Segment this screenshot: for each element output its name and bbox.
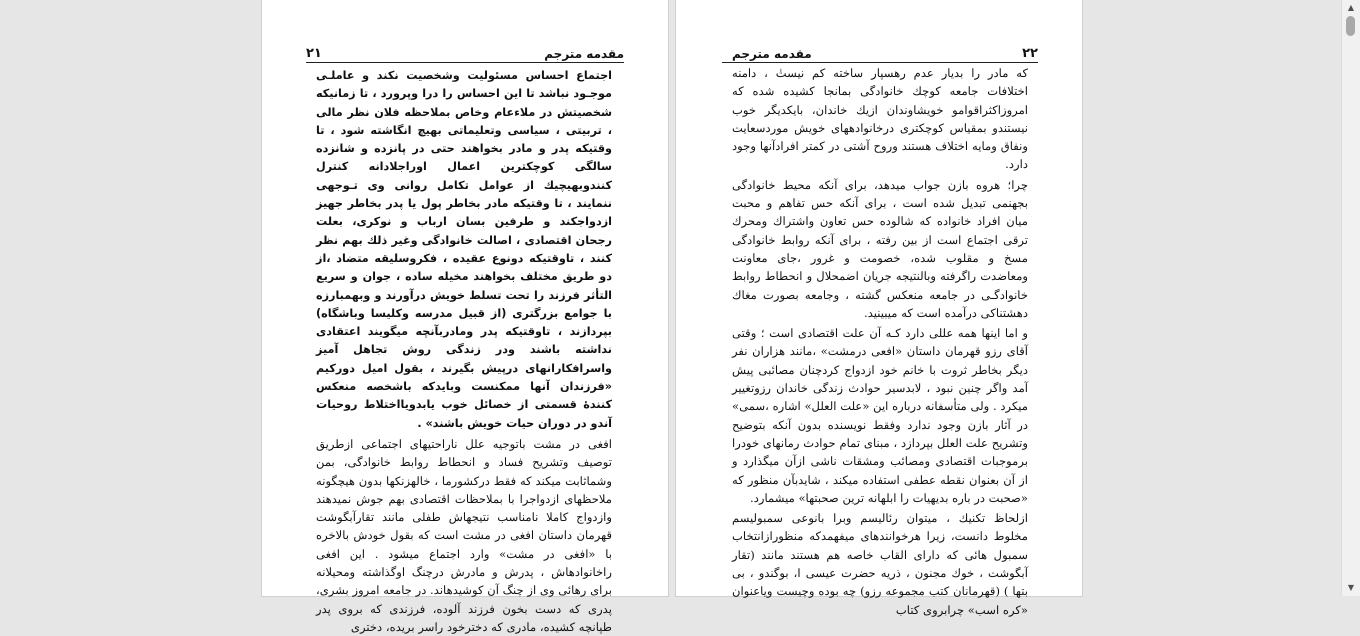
paragraph: افغی در مشت باتوجیه علل ناراحتیهای اجتماعی ازطریق توصیف وتشریح فساد و انحطاط روابط خانوادگی، بمن وشماثابت میکند که فقط درکشورما ، خالهزنکها بدون هیچگونه ملاحظهای ازدواجرا با بملاحظات اقتصادی بهم جوش نمیدهند وازدواج کاملا نامناسب نتیجهاش طفلی مانند تقارآبگوشت قهرمان داستان افغی در مشت است که بقول خودش بالاخره با «افغی در مشت» وارد اجتماع میشود . این افغی راخانوادهاش ، پدرش و مادرش درچنگ اوگذاشته ومحیلانه برای رهائی وی از چنگ آن کوشیدهاند. در جامعه امروز بشری، پدری که دست بخون فرزند آلوده، فرزندی که بروی پدر طپانچه کشیده، مادری که دخترخود راسر بریده، دختری bbox=[316, 436, 612, 634]
paragraph: چرا؛ هروه بازن جواب میدهد، برای آنکه محیط خانوادگی بجهنمی تبدیل شده است ، برای آنکه حس تفاهم و محبت میان افراد خانواده که شالوده حس تعاون واشتراك ومحرك ترقی اجتماع است از بین رفته ، برای آنکه روابط خانوادگی مسخ و مقلوب شده، خصومت و غرور ،جای معاونت ومعاضدت راگرفته وبالنتیجه جریان اضمحلال و انحطاط روابط خانوادگـی در جامعه منعکس گشته ، وجامعه بصورت مغاك دهشتناکی درآمده است که میبینید. bbox=[732, 177, 1028, 320]
scroll-up-arrow-icon[interactable]: ▲ bbox=[1347, 3, 1355, 12]
paragraph: و اما اینها همه عللی دارد کـه آن علت اقتصادی است ؛ وقتی آقای رزو قهرمان داستان «افعی درمشت» ،مانند هزاران نفر دیگر بخاطر ثروت با خانم خود ازدواج کردچنان مصائبی پیش آمد واگر چنین نبود ، لابدسیر حوادث زندگی خاندان رزوتغییر میکرد . ولی متأسفانه درباره این «علت العلل» اشاره ،سمی» در آثار بازن وجود ندارد وفقط نویسنده بدون آنکه بتوضیح وتشریح علت العلل بپردازد ، مبنای تمام حوادث رمانهای خودرا برموجبات اقتصادی ومصائب ومشقات ناشی ازآن میگذارد و از آن بعنوان نقطه عطفی استفاده میکند ، شایدبآن منظور که «صحبت در باره بدیهیات را ابلهانه ترین صحبتها» میشمارد. bbox=[732, 326, 1028, 505]
page-header bbox=[306, 41, 624, 61]
header-title: مقدمه مترجم bbox=[544, 47, 624, 61]
page-number: ٢٢ bbox=[1022, 46, 1038, 61]
header-title: مقدمه مترجم bbox=[732, 47, 812, 61]
page-body bbox=[732, 64, 1028, 619]
header-rule bbox=[306, 62, 624, 63]
page-number: ٢١ bbox=[306, 46, 322, 61]
page-21 bbox=[262, 0, 668, 634]
paragraph: ازلحاظ تکنیك ، میتوان رئالیسم وبرا بانوعی سمبولیسم مخلوط دانست، زیرا هرخوانندهای میفهمدکه منظورازانتخاب سمبول‌ هائی که دارای القاب خاصه هم هستند مانند (تقار آبگوشت ، خوك مجنون ، ذریه حضرت عیسی ا، بوگندو ، بی بتها ) (قهرمانان کتب مجموعه رزو) چه بوده وچیست ویاعنوان «کره اسب» چرابروی کتاب bbox=[732, 511, 1028, 617]
scroll-down-arrow-icon[interactable]: ▼ bbox=[1347, 583, 1355, 592]
header-rule bbox=[722, 62, 1038, 63]
vertical-scrollbar[interactable] bbox=[1341, 0, 1360, 596]
page-header bbox=[732, 41, 1038, 61]
page-22 bbox=[676, 0, 1082, 617]
paragraph: که مادر را بدیار عدم رهسپار ساخته کم نیستٰ ، دامنه اختلافات جامعه کوچك خانوادگی بمانجا کشیده شده که امروزاکثراقوامو خویشاوندان ازیك خاندان، بایکدیگر خوب نیستندو بمقیاس کوچکتری درخانوادههای خویش موردسعایت ونفاق ومایه اختلاف هستند وروح آشتی در کمتر افرادآنها وجود دارد. bbox=[732, 66, 1028, 172]
scrollbar-thumb[interactable] bbox=[1346, 16, 1355, 36]
page-body bbox=[316, 67, 612, 636]
bold-paragraph: اجتماع احساس مسئولیت وشخصیت نکند و عاملـی موجـود نباشد تا این احساس را درا وپرورد ، تا زمانیکه شخصیتش در ملاءعام وخاص بملاحظه فلان نظر مالی ، تربیتی ، سیاسی وتعلیماتی بهیچ انگاشته شود ، تا وقتیکه پدر و مادر بخواهند حتی در پانزده و شانزده سالگی کوچکترین اعمال اوراجلادانه کنترل کنندوبهیچیك از عوامل تکامل روانی وی تـوجهی ننمایند ، تا وقتیکه مادر بخاطر پول یا پدر بخاطر جهیز ازدواجکند و طرفین بسان ارباب و نوکری، بعلت رجحان اقتصادی ، اصالت خانوادگی وغیر ذلك بهم نظر کنند ، تاوقتیکه دونوع عقیده ، فکروسلیقه متضاد ،از دو طریق مختلف بخواهند مخیله ساده ، جوان و سریع التأثر فرزند را تحت تسلط خویش درآورند و وبهمبارزه با جوامع بزرگتری (از قبیل مدرسه وکلیسا وباشگاه) بپردازند ، تاوقتیکه پدر ومادربآنچه میگویند اعتقادی نداشته باشند ودر زندگی روش تجاهل آمیز واسرافکارانهای درپیش بگیرند ، بقول امیل دورکیم «فرزندان آنها ممکنست وبایدکه باشخصه منعکس کنندهٔ قسمتی از خصائل خوب یابدویااختلاط روحیات آندو در دوران حیات خویش باشند» . bbox=[316, 69, 612, 430]
